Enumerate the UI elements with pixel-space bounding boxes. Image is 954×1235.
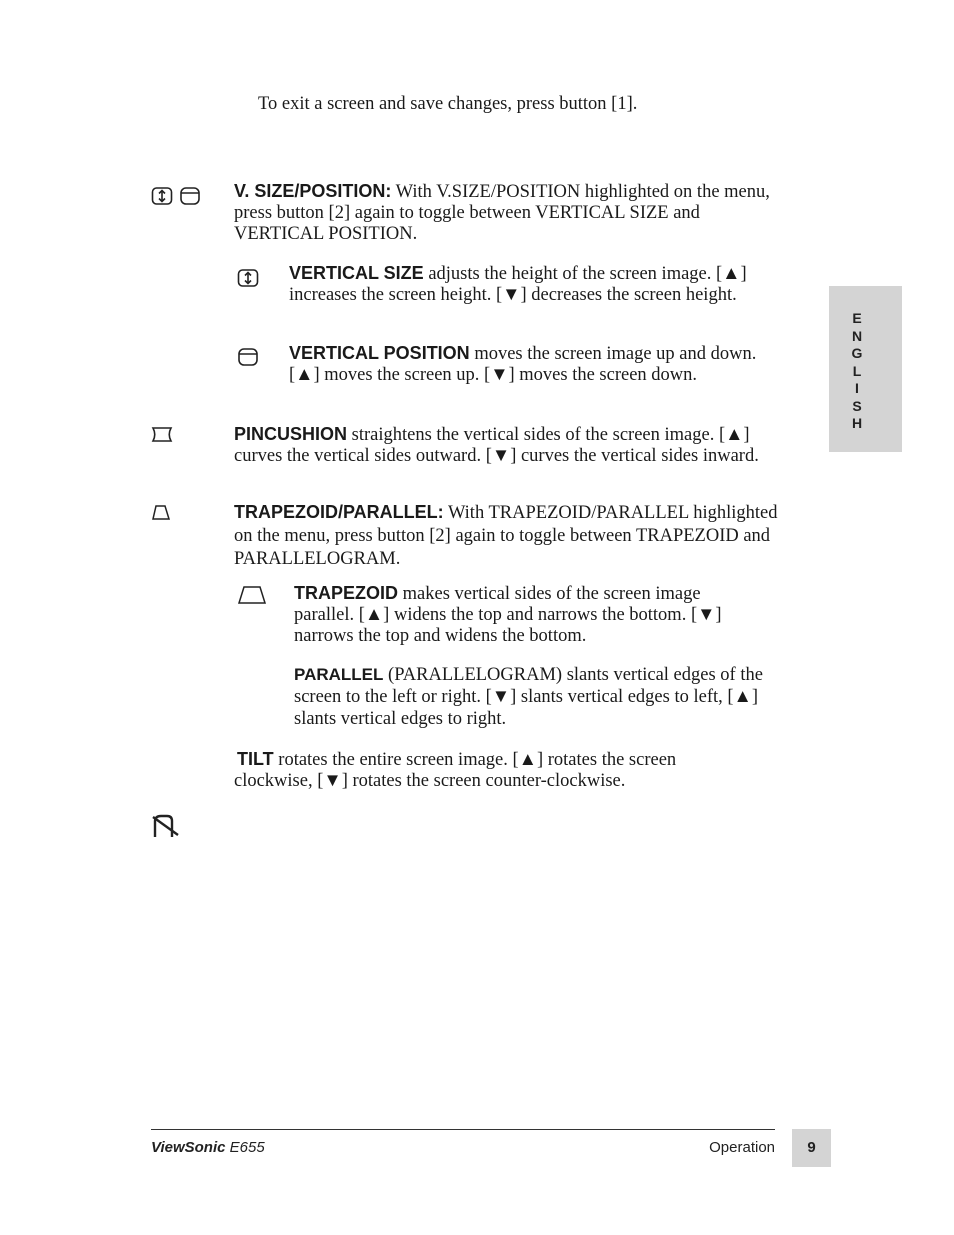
vertical-position-term: VERTICAL POSITION [289,343,470,363]
side-tab-letter: N [851,327,863,344]
tilt-text: rotates the entire screen image. [▲] rotates the screen clockwise, [▼] rotates the screen counter-clockwise. [234,750,677,791]
vsize-text: With V.SIZE/POSITION highlighted on the menu, press button [2] again to toggle between VERTICAL SIZE and VERTICAL POSITION. [234,182,770,244]
vertical-position-text: moves the screen image up and down. [▲] moves the screen up. [▼] moves the screen down. [289,344,757,385]
tilt-paragraph [234,749,734,792]
vertical-size-icon [151,186,173,206]
vsize-paragraph [234,181,779,245]
side-tab-letter: L [852,362,862,379]
side-tab-letter: H [851,415,863,431]
trapezoid-paragraph [294,583,764,647]
trapezoid-sub-icon [237,585,267,605]
side-tab-letter: G [851,345,863,361]
vertical-position-paragraph [289,343,759,386]
parallel-paragraph [294,664,774,730]
footer-model: E655 [225,1139,265,1156]
pincushion-icon [151,426,173,443]
language-side-tab [829,286,902,452]
tilt-term: TILT [237,749,274,769]
vertical-position-sub-icon [237,347,259,367]
intro-text: To exit a screen and save changes, press button [1]. [258,94,638,114]
trapezoid-parallel-paragraph [234,501,779,571]
parallel-text: (PARALLELOGRAM) slants vertical edges of the screen to the left or right. [▼] slants vertical edges to left, [▲] slants vertical edges to right. [294,665,763,729]
side-tab-letter: E [852,310,862,326]
parallel-term: PARALLEL [294,665,384,684]
pincushion-term: PINCUSHION [234,424,348,444]
trapezoid-parallel-term: TRAPEZOID/PARALLEL: [234,502,444,522]
footer-brand-name: ViewSonic [151,1139,226,1156]
vertical-size-term: VERTICAL SIZE [289,263,424,283]
footer-brand [151,1139,265,1156]
language-tab-letters [829,310,885,433]
side-tab-letter: S [852,397,862,414]
trapezoid-parallel-text: With TRAPEZOID/PARALLEL highlighted on the menu, press button [2] again to toggle between TRAPEZOID and PARALLELOGRAM. [234,503,778,569]
vertical-size-sub-icon [237,268,259,288]
footer-divider [151,1129,775,1130]
vertical-size-paragraph [289,263,759,306]
page-number: 9 [792,1129,831,1167]
trapezoid-term: TRAPEZOID [294,583,399,603]
trapezoid-icon [151,504,171,521]
pincushion-paragraph [234,424,779,467]
side-tab-letter: I [855,380,859,396]
vsize-term: V. SIZE/POSITION: [234,181,392,201]
vertical-position-icon [179,186,201,206]
footer-section-title: Operation [709,1139,775,1156]
vertical-size-text: adjusts the height of the screen image. [▲] increases the screen height. [▼] decreases the screen height. [289,264,747,305]
trapezoid-text: makes vertical sides of the screen image parallel. [▲] widens the top and narrows the bottom. [▼] narrows the top and widens the bottom. [294,584,722,646]
tilt-icon [151,813,181,839]
pincushion-text: straightens the vertical sides of the screen image. [▲] curves the vertical sides outward. [▼] curves the vertical sides inward. [234,425,759,466]
